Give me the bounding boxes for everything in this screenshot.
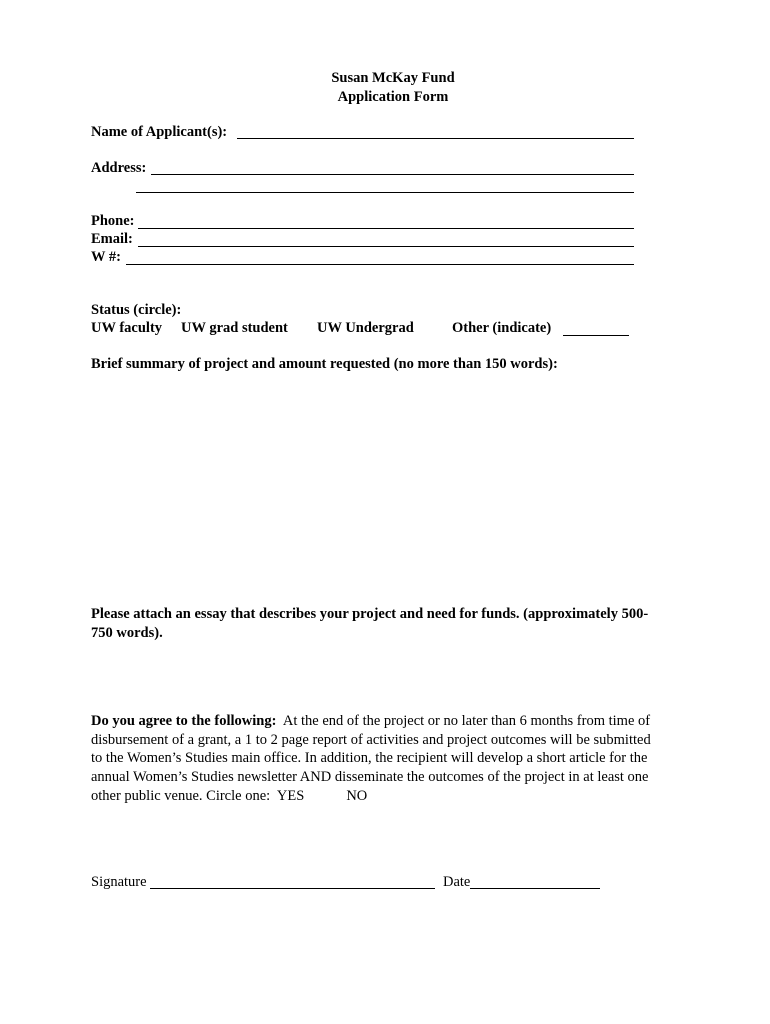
agreement-heading: Do you agree to the following:	[91, 713, 277, 729]
date-field[interactable]	[470, 888, 600, 889]
agreement-paragraph	[91, 712, 691, 806]
status-other-field[interactable]	[563, 335, 629, 336]
status-label: Status (circle):	[91, 302, 182, 318]
w-number-field[interactable]	[126, 264, 634, 265]
name-field[interactable]	[237, 138, 634, 139]
agreement-line5: other public venue. Circle one:	[91, 787, 271, 804]
address-label: Address:	[91, 160, 147, 176]
address-field-line1[interactable]	[151, 174, 634, 175]
agreement-no-option[interactable]: NO	[346, 787, 368, 804]
essay-instruction-line1: Please attach an essay that describes your project and need for funds. (approximately 500-	[91, 606, 649, 622]
essay-instruction-line2: 750 words).	[91, 625, 163, 641]
status-option-other[interactable]: Other (indicate)	[452, 320, 552, 336]
email-label: Email:	[91, 231, 133, 247]
status-option-uw-undergrad[interactable]: UW Undergrad	[317, 320, 414, 336]
summary-label: Brief summary of project and amount requested (no more than 150 words):	[91, 356, 558, 372]
agreement-yes-option[interactable]: YES	[276, 787, 305, 804]
phone-field[interactable]	[138, 228, 634, 229]
name-label: Name of Applicant(s):	[91, 124, 228, 140]
form-title-line2: Application Form	[337, 89, 449, 105]
form-title-line1: Susan McKay Fund	[331, 70, 455, 86]
agreement-line4: annual Women’s Studies newsletter AND disseminate the outcomes of the project in at least one	[91, 769, 649, 786]
date-label: Date	[443, 874, 471, 890]
agreement-line1: At the end of the project or no later than 6 months from time of	[282, 713, 651, 729]
agreement-line2: disbursement of a grant, a 1 to 2 page report of activities and project outcomes will be submitted	[91, 731, 651, 748]
status-option-uw-grad-student[interactable]: UW grad student	[181, 320, 288, 336]
status-option-uw-faculty[interactable]: UW faculty	[91, 320, 163, 336]
email-field[interactable]	[138, 246, 634, 247]
agreement-line3: to the Women’s Studies main office. In addition, the recipient will develop a short article for the	[91, 750, 648, 767]
signature-field[interactable]	[150, 888, 435, 889]
address-field-line2[interactable]	[136, 192, 634, 193]
phone-label: Phone:	[91, 213, 135, 229]
signature-label: Signature	[91, 874, 147, 890]
w-number-label: W #:	[91, 249, 121, 265]
